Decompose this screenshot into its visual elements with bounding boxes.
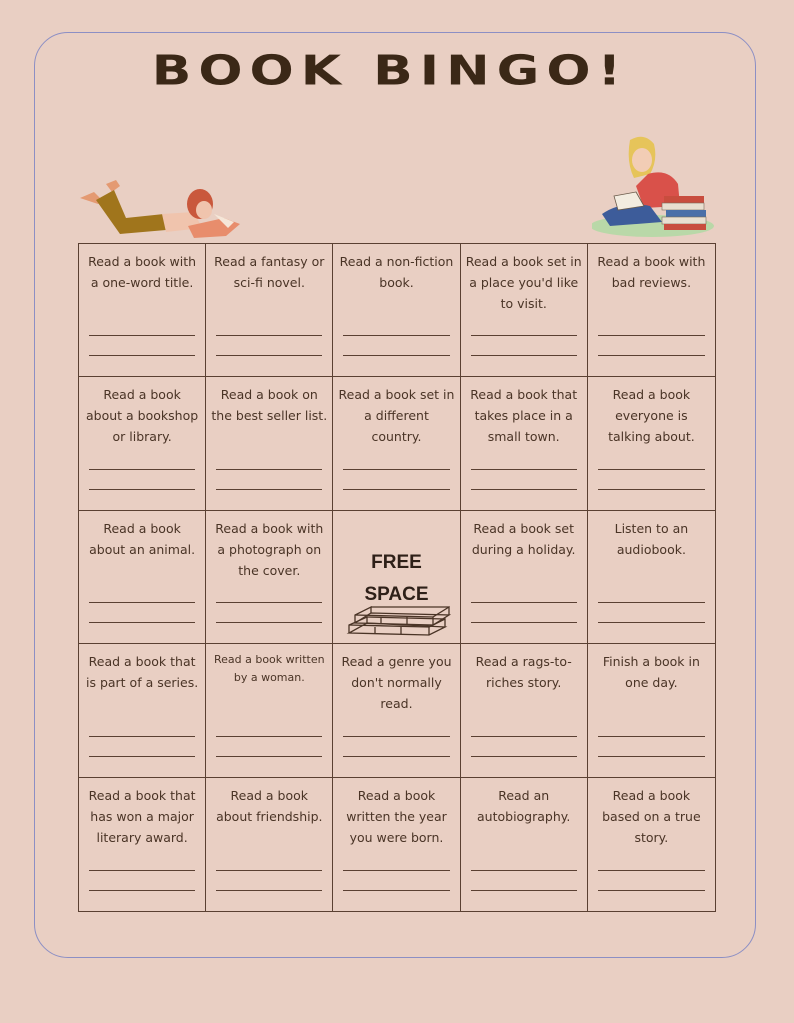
bingo-cell[interactable] bbox=[333, 377, 460, 510]
write-line bbox=[89, 890, 195, 891]
bingo-cell[interactable] bbox=[79, 244, 206, 377]
cell-prompt: Read a book about an animal. bbox=[89, 520, 196, 557]
write-line bbox=[471, 736, 577, 737]
write-line bbox=[471, 335, 577, 336]
write-line bbox=[598, 622, 705, 623]
bingo-cell[interactable] bbox=[588, 511, 715, 644]
bingo-cell[interactable] bbox=[588, 644, 715, 777]
write-line bbox=[343, 870, 449, 871]
bingo-grid bbox=[78, 243, 716, 912]
bingo-cell[interactable] bbox=[461, 511, 588, 644]
reading-girl-lying-illustration bbox=[76, 178, 246, 248]
bingo-cell[interactable] bbox=[333, 644, 460, 777]
write-line bbox=[343, 890, 449, 891]
write-line bbox=[89, 602, 195, 603]
cell-prompt: Read a rags-to-riches story. bbox=[475, 654, 572, 691]
write-line bbox=[216, 489, 322, 490]
bingo-cell[interactable] bbox=[333, 244, 460, 377]
write-line bbox=[216, 736, 322, 737]
cell-prompt: Read a book about a bookshop or library. bbox=[86, 387, 199, 445]
write-line bbox=[343, 756, 449, 757]
write-line bbox=[216, 890, 322, 891]
write-line bbox=[89, 469, 195, 470]
bingo-cell[interactable] bbox=[461, 644, 588, 777]
reading-girl-sitting-illustration bbox=[592, 134, 716, 238]
bingo-cell[interactable] bbox=[79, 377, 206, 510]
cell-prompt: Read a book that takes place in a small town. bbox=[470, 387, 578, 445]
write-line bbox=[343, 489, 449, 490]
bingo-cell[interactable] bbox=[461, 778, 588, 911]
cell-prompt: Read a book written by a woman. bbox=[213, 653, 325, 685]
cell-prompt: Read a book written the year you were born. bbox=[346, 787, 447, 845]
write-line bbox=[343, 469, 449, 470]
cell-prompt: Read a book on the best seller list. bbox=[211, 387, 328, 424]
bingo-cell[interactable] bbox=[588, 377, 715, 510]
write-line bbox=[471, 870, 577, 871]
book-stack-icon bbox=[345, 593, 451, 639]
write-line bbox=[471, 602, 577, 603]
write-line bbox=[598, 355, 705, 356]
write-line bbox=[216, 355, 322, 356]
bingo-cell[interactable] bbox=[461, 377, 588, 510]
write-line bbox=[343, 736, 449, 737]
write-line bbox=[89, 736, 195, 737]
write-line bbox=[89, 870, 195, 871]
write-line bbox=[598, 469, 705, 470]
free-space-cell bbox=[333, 511, 460, 644]
write-line bbox=[216, 602, 322, 603]
bingo-cell[interactable] bbox=[206, 511, 333, 644]
bingo-cell[interactable] bbox=[206, 244, 333, 377]
write-line bbox=[471, 469, 577, 470]
write-line bbox=[598, 890, 705, 891]
write-line bbox=[89, 622, 195, 623]
write-line bbox=[216, 870, 322, 871]
cell-prompt: Read a book with a photograph on the cover. bbox=[215, 520, 324, 578]
write-line bbox=[216, 756, 322, 757]
cell-prompt: Read a non-fiction book. bbox=[339, 254, 454, 290]
cell-prompt: Listen to an audiobook. bbox=[614, 520, 689, 557]
write-line bbox=[343, 355, 449, 356]
cell-prompt: Read an autobiography. bbox=[477, 787, 571, 824]
write-line bbox=[471, 489, 577, 490]
cell-prompt: Read a book with a one-word title. bbox=[88, 254, 197, 290]
write-line bbox=[471, 622, 577, 623]
bingo-cell[interactable] bbox=[79, 644, 206, 777]
write-line bbox=[89, 335, 195, 336]
write-line bbox=[598, 756, 705, 757]
page-title: BOOK BINGO! bbox=[151, 48, 629, 95]
write-line bbox=[598, 736, 705, 737]
bingo-cell[interactable] bbox=[79, 778, 206, 911]
cell-prompt: Finish a book in one day. bbox=[602, 654, 700, 691]
write-line bbox=[216, 469, 322, 470]
write-line bbox=[216, 622, 322, 623]
bingo-cell[interactable] bbox=[206, 778, 333, 911]
write-line bbox=[343, 335, 449, 336]
write-line bbox=[216, 335, 322, 336]
bingo-cell[interactable] bbox=[333, 778, 460, 911]
write-line bbox=[471, 756, 577, 757]
cell-prompt: Read a book with bad reviews. bbox=[597, 254, 706, 290]
cell-prompt: Read a book set in a place you'd like to visit. bbox=[465, 254, 582, 311]
write-line bbox=[598, 489, 705, 490]
cell-prompt: Read a book set during a holiday. bbox=[471, 520, 576, 557]
bingo-cell[interactable] bbox=[461, 244, 588, 377]
cell-prompt: Read a book everyone is talking about. bbox=[608, 387, 695, 445]
write-line bbox=[89, 756, 195, 757]
cell-prompt: Read a book about friendship. bbox=[216, 787, 323, 824]
write-line bbox=[89, 489, 195, 490]
write-line bbox=[598, 602, 705, 603]
cell-prompt: Read a book that is part of a series. bbox=[85, 654, 199, 691]
bingo-cell[interactable] bbox=[588, 244, 715, 377]
write-line bbox=[471, 890, 577, 891]
bingo-cell[interactable] bbox=[588, 778, 715, 911]
cell-prompt: Read a book set in a different country. bbox=[338, 387, 455, 445]
write-line bbox=[598, 870, 705, 871]
cell-prompt: Read a fantasy or sci-fi novel. bbox=[214, 254, 325, 290]
cell-prompt: Read a genre you don't normally read. bbox=[341, 654, 452, 712]
write-line bbox=[89, 355, 195, 356]
bingo-cell[interactable] bbox=[206, 644, 333, 777]
cell-prompt: Read a book that has won a major literary award. bbox=[88, 787, 196, 845]
write-line bbox=[471, 355, 577, 356]
bingo-cell[interactable] bbox=[206, 377, 333, 510]
write-line bbox=[598, 335, 705, 336]
free-space-label: FREE SPACE bbox=[364, 551, 429, 605]
bingo-cell[interactable] bbox=[79, 511, 206, 644]
cell-prompt: Read a book based on a true story. bbox=[602, 787, 701, 845]
